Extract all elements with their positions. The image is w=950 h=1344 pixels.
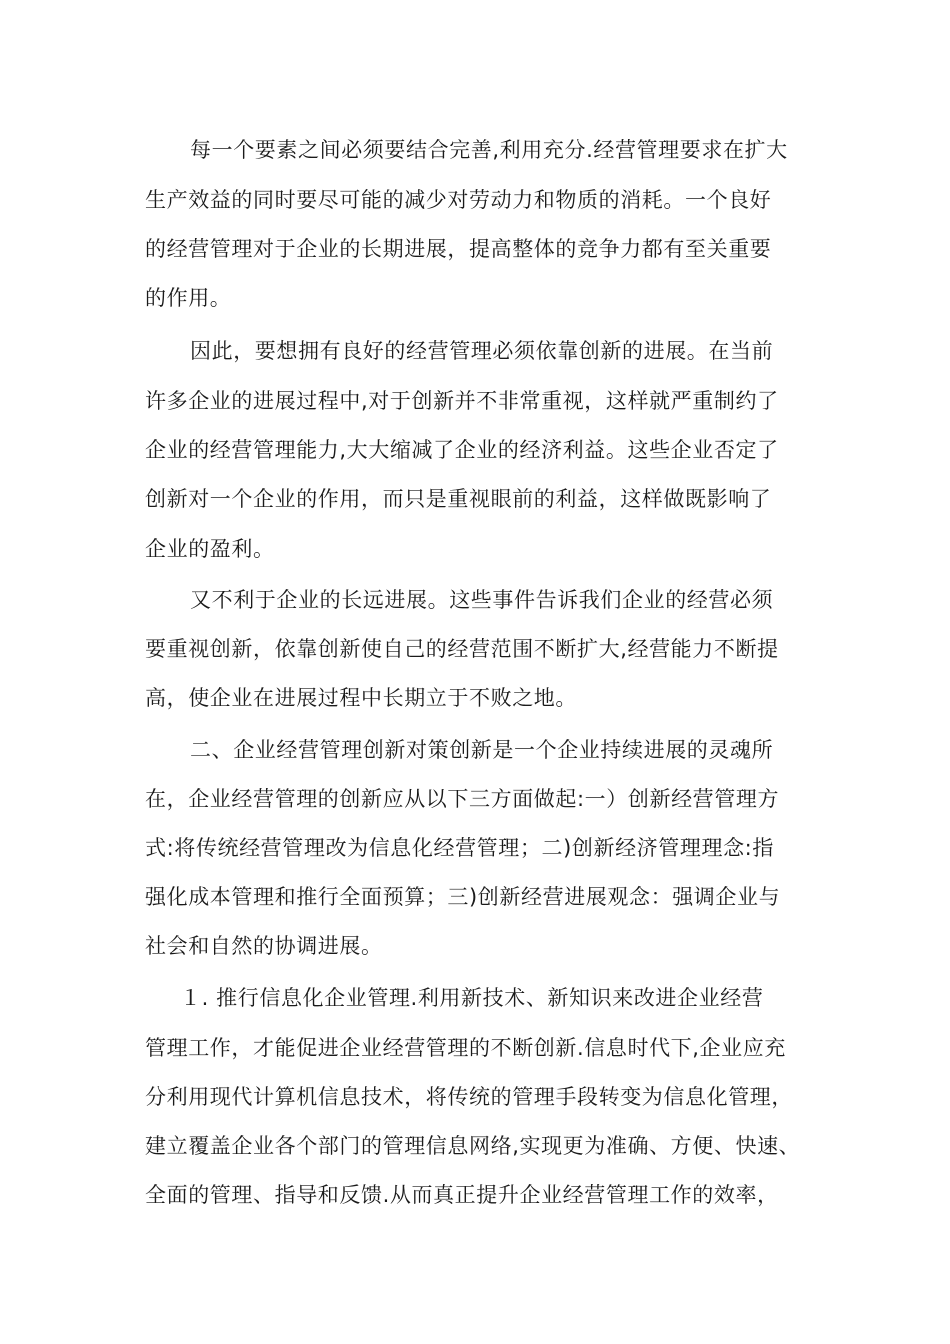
text-line: 式:将传统经营管理改为信息化经营管理；二)创新经济管理理念:指 — [145, 836, 774, 860]
text-line: 因此，要想拥有良好的经营管理必须依靠创新的进展。在当前 — [190, 339, 774, 363]
text-line: １. 推行信息化企业管理.利用新技术、新知识来改进企业经营 — [180, 986, 764, 1010]
text-line: 生产效益的同时要尽可能的减少对劳动力和物质的消耗。一个良好 — [145, 188, 772, 212]
text-line: 的经营管理对于企业的长期进展，提高整体的竞争力都有至关重要 — [145, 237, 772, 261]
text-line: 创新对一个企业的作用，而只是重视眼前的利益，这样做既影响了 — [145, 487, 772, 511]
text-line: 强化成本管理和推行全面预算；三)创新经营进展观念：强调企业与 — [145, 885, 781, 909]
text-line: 分利用现代计算机信息技术，将传统的管理手段转变为信息化管理， — [145, 1085, 793, 1109]
text-line: 企业的盈利。 — [145, 537, 275, 561]
text-line: 每一个要素之间必须要结合完善,利用充分.经营管理要求在扩大 — [190, 138, 788, 162]
text-line: 全面的管理、指导和反馈.从而真正提升企业经营管理工作的效率， — [145, 1183, 779, 1207]
text-line: 在，企业经营管理的创新应从以下三方面做起:一）创新经营管理方 — [145, 787, 780, 811]
text-line: 二、企业经营管理创新对策创新是一个企业持续进展的灵魂所 — [190, 738, 774, 762]
text-line: 许多企业的进展过程中,对于创新并不非常重视，这样就严重制约了 — [145, 389, 779, 413]
text-line: 要重视创新，依靠创新使自己的经营范围不断扩大,经营能力不断提 — [145, 637, 779, 661]
text-line: 管理工作，才能促进企业经营管理的不断创新.信息时代下,企业应充 — [145, 1036, 786, 1060]
text-line: 社会和自然的协调进展。 — [145, 934, 383, 958]
text-line: 高，使企业在进展过程中长期立于不败之地。 — [145, 686, 577, 710]
text-line: 的作用。 — [145, 286, 232, 310]
text-line: 企业的经营管理能力,大大缩减了企业的经济利益。这些企业否定了 — [145, 438, 779, 462]
text-line: 又不利于企业的长远进展。这些事件告诉我们企业的经营必须 — [190, 588, 774, 612]
text-line: 建立覆盖企业各个部门的管理信息网络,实现更为准确、方便、快速、 — [145, 1134, 801, 1158]
